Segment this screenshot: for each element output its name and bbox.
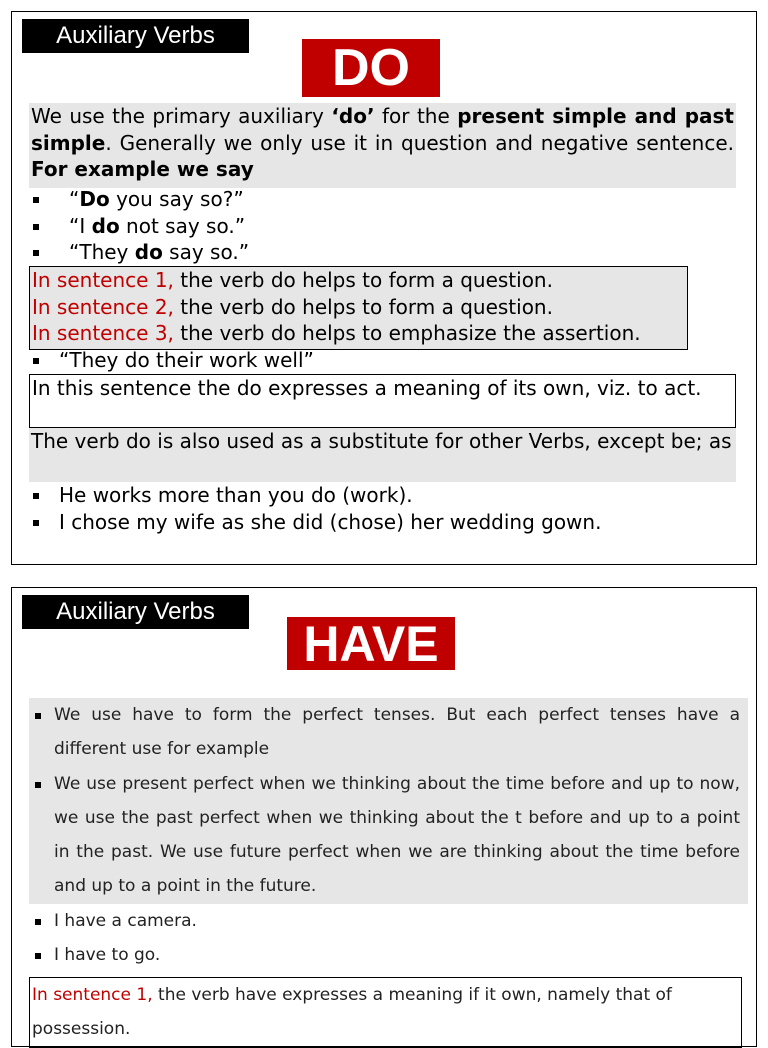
list-item (29, 186, 736, 213)
do-examples-list (29, 186, 736, 266)
list-item (29, 213, 736, 240)
list-item: He works more than you do (work). (29, 482, 736, 509)
note-text: the verb have expresses a meaning if it own, namely that of possession. (32, 985, 672, 1040)
section-tag: Auxiliary Verbs (22, 19, 249, 53)
intro-bold-tenses: present simple and past simple (31, 104, 734, 155)
example-text: “ (69, 187, 80, 211)
intro-bold-example: For example we say (31, 157, 254, 182)
intro-text-2: for the (374, 104, 458, 128)
note-label: In sentence 2, (32, 294, 174, 319)
note-line (32, 267, 685, 294)
list-item: We use have to form the perfect tenses. But each perfect tenses have a different use for example (29, 698, 748, 767)
list-item (29, 239, 736, 266)
sentence-notes-box (29, 266, 688, 350)
have-list (29, 698, 748, 972)
slide-do (11, 11, 757, 565)
example-bold: do (91, 213, 120, 238)
example-text: “I (69, 213, 92, 238)
example-text: say so.” (162, 240, 250, 265)
note-text: the verb do helps to form a question. (173, 268, 553, 292)
slide-have (11, 587, 757, 1047)
note-line (32, 294, 685, 321)
note-text: the verb do helps to form a question. (173, 294, 553, 319)
intro-bold-do: ‘do’ (331, 104, 375, 128)
intro-text-3: . Generally we only use it in question and negative sentence. (105, 130, 734, 155)
intro-paragraph (29, 103, 736, 188)
example-text: “They (69, 240, 135, 265)
note-label: In sentence 1, (32, 268, 174, 292)
do-example-4 (29, 347, 736, 374)
list-item: I have to go. (29, 938, 748, 972)
title-have: HAVE (287, 617, 455, 670)
note-line (32, 320, 685, 347)
substitute-paragraph: The verb do is also used as a substitute for other Verbs, except be; as (29, 428, 736, 482)
meaning-box: In this sentence the do expresses a meaning of its own, viz. to act. (29, 374, 736, 428)
list-item: I have a camera. (29, 904, 748, 938)
example-bold: Do (79, 187, 110, 211)
list-item: “They do their work well” (29, 347, 736, 374)
have-note-box (29, 977, 742, 1048)
example-text: not say so.” (119, 213, 246, 238)
substitute-examples (29, 482, 736, 535)
example-text: you say so?” (109, 187, 244, 211)
note-label: In sentence 1, (32, 985, 153, 1005)
note-text: the verb do helps to emphasize the assertion. (173, 321, 641, 346)
note-label: In sentence 3, (32, 321, 174, 346)
list-item: We use present perfect when we thinking about the time before and up to now, we use the past perfect when we thinking about the t before and up to a point in the past. We use future perfect when we are thinking about the time before and up to a point in the future. (29, 767, 748, 904)
title-do: DO (302, 39, 440, 97)
list-item: I chose my wife as she did (chose) her wedding gown. (29, 509, 736, 536)
section-tag: Auxiliary Verbs (22, 595, 249, 629)
intro-text-1: We use the primary auxiliary (31, 104, 332, 128)
example-bold: do (134, 240, 163, 265)
